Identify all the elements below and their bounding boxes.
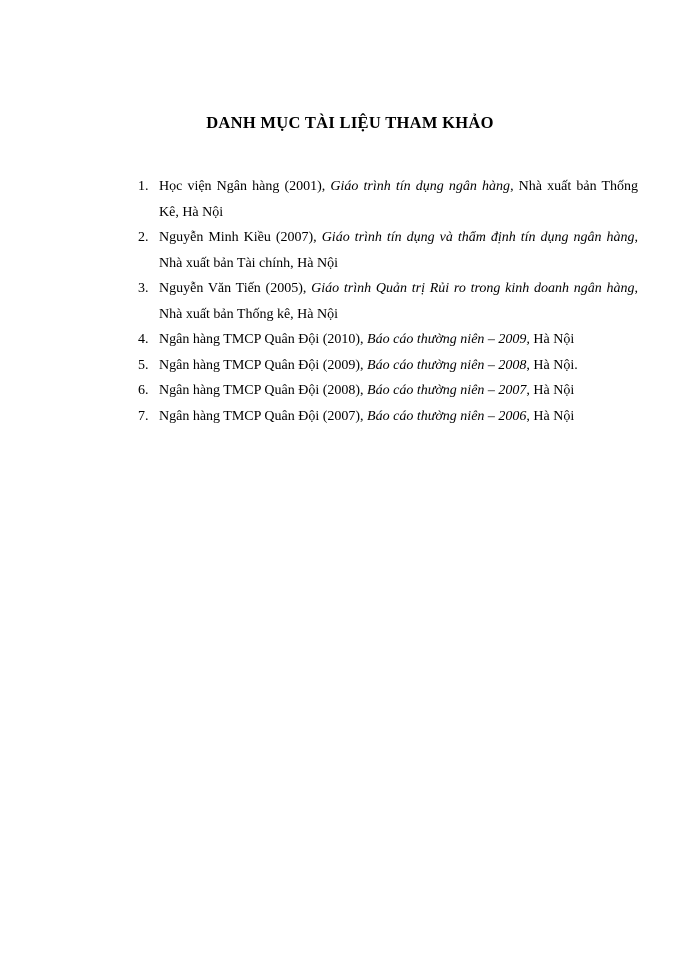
reference-title: Báo cáo thường niên – 2006 xyxy=(367,408,527,424)
reference-item xyxy=(138,353,638,379)
reference-publisher: , Nhà xuất bản Thống kê, Hà Nội xyxy=(159,281,638,322)
reference-title: Báo cáo thường niên – 2007 xyxy=(367,383,527,398)
reference-number: 1. xyxy=(138,179,149,194)
reference-number: 4. xyxy=(138,332,149,347)
reference-number: 7. xyxy=(138,408,149,424)
reference-publisher: , Nhà xuất bản Tài chính, Hà Nội xyxy=(159,230,639,271)
reference-source: Ngân hàng TMCP Quân Đội (2010), xyxy=(159,332,368,347)
reference-title: Báo cáo thường niên – 2008 xyxy=(367,357,527,373)
reference-source: Nguyễn Văn Tiến (2005), xyxy=(159,281,312,296)
reference-source: Học viện Ngân hàng (2001), xyxy=(159,179,331,194)
reference-title: Báo cáo thường niên – 2009, xyxy=(367,332,530,347)
reference-publisher: , Hà Nội. xyxy=(526,357,578,373)
reference-publisher: Hà Nội xyxy=(529,332,575,347)
reference-title: Giáo trình Quản trị Rủi ro trong kinh doanh ngân hàng xyxy=(311,281,635,296)
reference-source: Ngân hàng TMCP Quân Đội (2009), xyxy=(159,357,368,373)
reference-item xyxy=(138,174,638,225)
reference-item xyxy=(138,404,638,430)
reference-item xyxy=(138,225,638,276)
reference-publisher: , Hà Nội xyxy=(526,408,575,424)
reference-list xyxy=(138,174,638,429)
reference-title: Giáo trình tín dụng và thẩm định tín dụng ngân hàng xyxy=(321,230,635,245)
reference-number: 6. xyxy=(138,383,149,398)
reference-item xyxy=(138,276,638,327)
reference-source: Nguyễn Minh Kiều (2007), xyxy=(159,230,322,245)
reference-source: Ngân hàng TMCP Quân Đội (2007), xyxy=(159,408,368,424)
reference-publisher: , Hà Nội xyxy=(526,383,575,398)
reference-title: Giáo trình tín dụng ngân hàng xyxy=(330,179,511,194)
reference-source: Ngân hàng TMCP Quân Đội (2008), xyxy=(159,383,368,398)
reference-number: 5. xyxy=(138,357,149,373)
reference-number: 2. xyxy=(138,230,149,245)
reference-number: 3. xyxy=(138,281,149,296)
reference-item xyxy=(138,327,638,353)
page-title: DANH MỤC TÀI LIỆU THAM KHẢO xyxy=(206,113,494,132)
reference-item xyxy=(138,378,638,404)
reference-publisher: , Nhà xuất bản Thống Kê, Hà Nội xyxy=(159,179,638,220)
